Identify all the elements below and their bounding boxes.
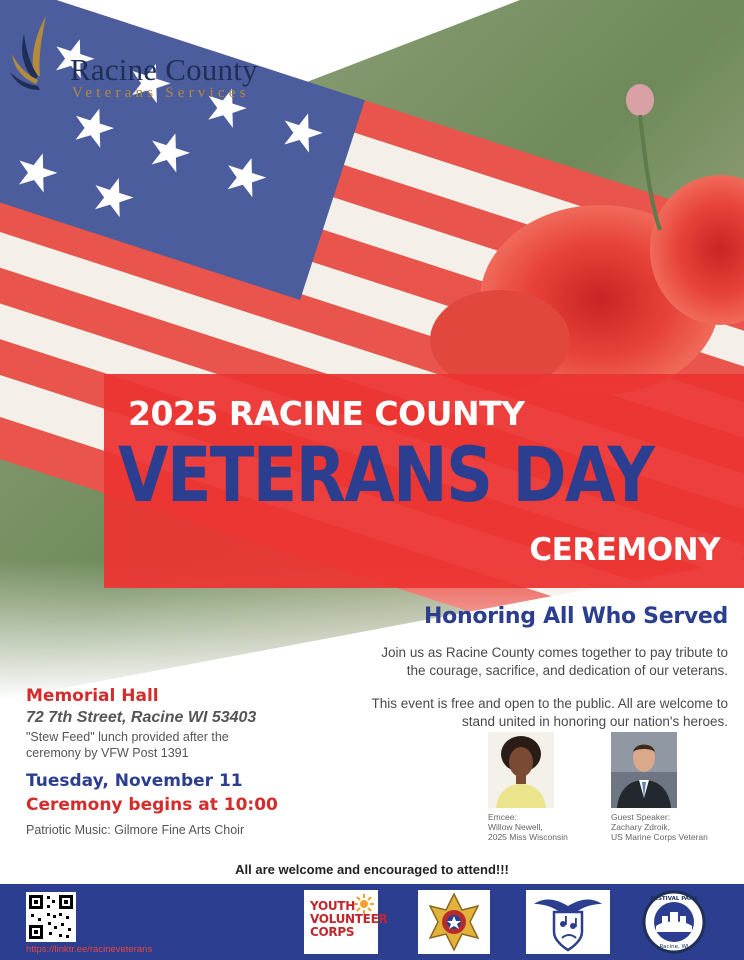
- logo-subtitle: Veterans Services: [72, 85, 250, 101]
- venue-address: 72 7th Street, Racine WI 53403: [26, 709, 257, 726]
- emcee-photo: [488, 732, 554, 808]
- festival-park-logo: [640, 890, 708, 954]
- guest-speaker-caption: [611, 812, 708, 842]
- free-event-paragraph: [308, 695, 728, 731]
- ycc-wordmark: [310, 900, 387, 939]
- emcee-title: 2025 Miss Wisconsin: [488, 832, 568, 842]
- title-banner: [104, 374, 744, 588]
- racine-county-logo: [10, 14, 300, 104]
- youth-volunteer-corps-logo: [304, 890, 388, 954]
- music-credit: Patriotic Music: Gilmore Fine Arts Choir: [26, 823, 245, 837]
- ycc-line: CORPS: [310, 925, 355, 939]
- guest-speaker-title: US Marine Corps Veteran: [611, 832, 708, 842]
- banner-year-line: 2025 RACINE COUNTY: [128, 394, 525, 433]
- linktree-link[interactable]: https://linktr.ee/racineveterans: [26, 944, 153, 955]
- shield-eagle-icon: [526, 890, 610, 954]
- guest-speaker-photo: [611, 732, 677, 808]
- banner-ceremony-line: CEREMONY: [529, 532, 720, 568]
- welcome-message: All are welcome and encouraged to attend!!!: [235, 862, 509, 877]
- festival-top-text: FESTIVAL PARK: [650, 896, 698, 902]
- event-details: [26, 686, 326, 837]
- logo-title: Racine County: [70, 52, 258, 87]
- ycc-line: VOLUNTEER: [310, 912, 388, 926]
- guest-speaker-role: Guest Speaker:: [611, 812, 671, 822]
- intro-paragraph: [308, 644, 728, 680]
- ycc-line: YOUTH: [310, 899, 355, 913]
- qr-code-icon[interactable]: [26, 892, 76, 942]
- emcee-role: Emcee:: [488, 812, 517, 822]
- festival-park-seal-icon: [640, 890, 708, 954]
- free-event-line: This event is free and open to the public. All are welcome to: [371, 696, 728, 711]
- festival-bottom-text: Racine, WI: [659, 944, 689, 950]
- intro-line: Join us as Racine County comes together to pay tribute to: [381, 645, 728, 660]
- vfw-emblem-logo: [418, 890, 490, 954]
- lunch-note: [26, 729, 326, 761]
- venue-name: Memorial Hall: [26, 686, 159, 706]
- free-event-line: stand united in honoring our nation's heroes.: [461, 714, 728, 729]
- intro-line: the courage, sacrifice, and dedication of our veterans.: [406, 663, 728, 678]
- music-shield-logo: [526, 890, 610, 954]
- banner-main-title: VETERANS DAY: [118, 430, 654, 519]
- wing-icon: [10, 14, 70, 104]
- event-time: Ceremony begins at 10:00: [26, 795, 278, 815]
- guest-speaker-name: Zachary Zdroik,: [611, 822, 671, 832]
- vfw-cross-icon: [418, 890, 490, 954]
- emcee-name: Willow Newell,: [488, 822, 543, 832]
- event-date: Tuesday, November 11: [26, 771, 243, 791]
- emcee-caption: [488, 812, 568, 842]
- lunch-line: ceremony by VFW Post 1391: [26, 746, 189, 760]
- lunch-line: "Stew Feed" lunch provided after the: [26, 730, 229, 744]
- honor-heading: Honoring All Who Served: [424, 604, 728, 629]
- footer-bar: [0, 884, 744, 960]
